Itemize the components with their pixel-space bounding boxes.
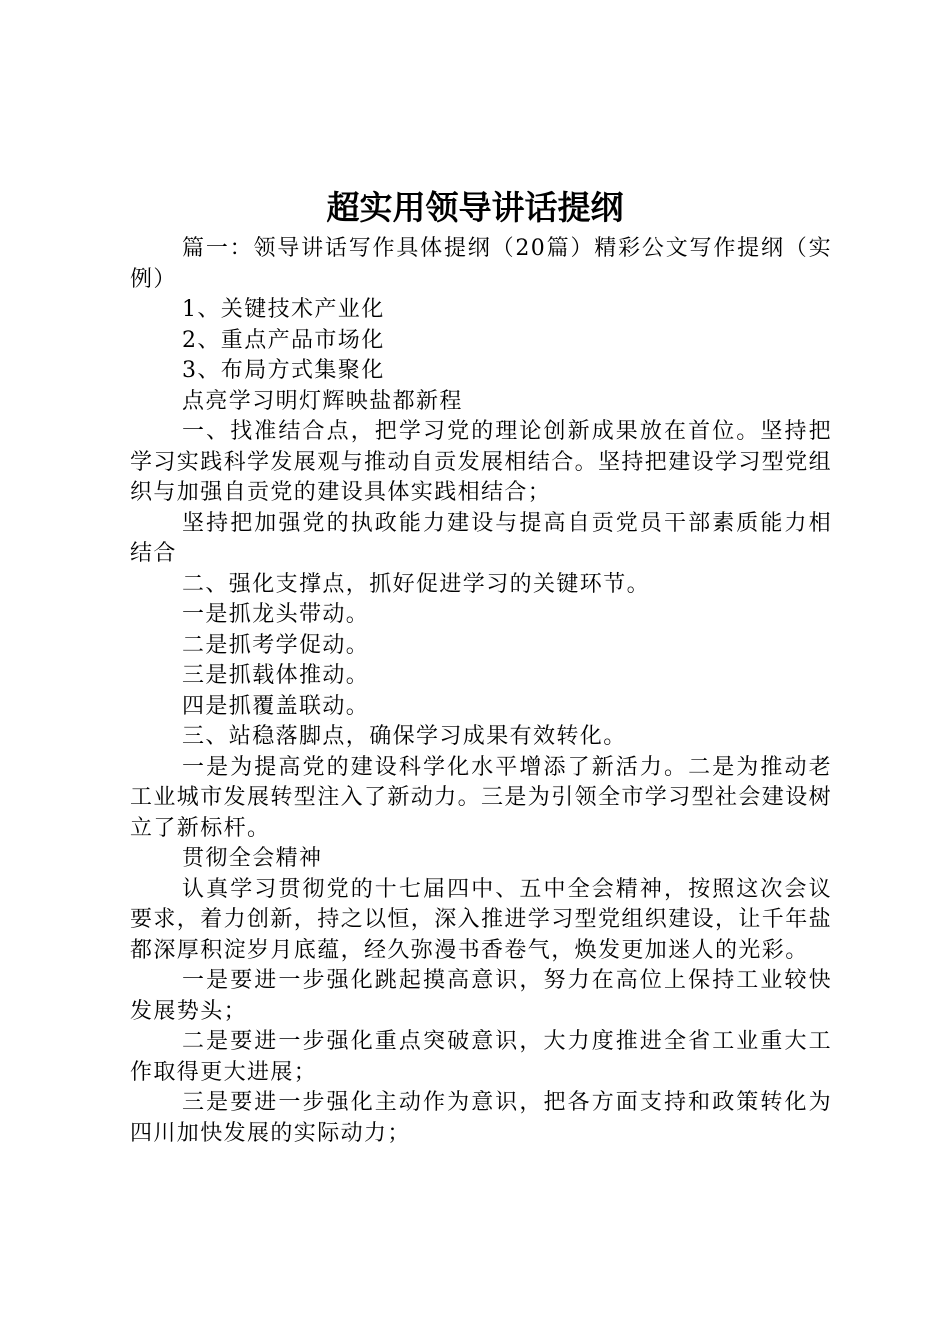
paragraph: 认真学习贯彻党的十七届四中、五中全会精神，按照这次会议要求，着力创新，持之以恒，深入推进学习型党组织建设，让千年盐都深厚积淀岁月底蕴，经久弥漫书香卷气，焕发更加迷人的光彩。 [130, 876, 833, 963]
paragraph: 一是要进一步强化跳起摸高意识，努力在高位上保持工业较快发展势头； [130, 968, 832, 1024]
paragraph: 点亮学习明灯辉映盐都新程 [182, 388, 463, 414]
paragraph: 篇一：领导讲话写作具体提纲（20篇）精彩公文写作提纲（实例） [130, 236, 832, 292]
paragraph: 二是抓考学促动。 [182, 632, 370, 658]
paragraph: 二、强化支撑点，抓好促进学习的关键环节。 [182, 571, 651, 597]
paragraph: 1、关键技术产业化 [182, 297, 385, 322]
paragraph: 三是抓载体推动。 [182, 663, 370, 688]
paragraph: 贯彻全会精神 [182, 846, 323, 871]
paragraph: 一是抓龙头带动。 [182, 602, 370, 627]
paragraph: 坚持把加强党的执政能力建设与提高自贡党员干部素质能力相结合 [130, 510, 832, 566]
paragraph: 2、重点产品市场化 [182, 327, 385, 353]
paragraph: 3、布局方式集聚化 [182, 358, 385, 383]
paragraph: 二是要进一步强化重点突破意识，大力度推进全省工业重大工作取得更大进展； [130, 1029, 832, 1085]
paragraph: 三、站稳落脚点，确保学习成果有效转化。 [182, 724, 627, 749]
paragraph: 三是要进一步强化主动作为意识，把各方面支持和政策转化为四川加快发展的实际动力； [130, 1090, 832, 1146]
document-body [130, 234, 832, 1149]
document-title: 超实用领导讲话提纲 [326, 188, 624, 227]
paragraph: 四是抓覆盖联动。 [182, 693, 370, 719]
paragraph: 一是为提高党的建设科学化水平增添了新活力。二是为推动老工业城市发展转型注入了新动力。三是为引领全市学习型社会建设树立了新标杆。 [130, 754, 833, 841]
paragraph: 一、找准结合点，把学习党的理论创新成果放在首位。坚持把学习实践科学发展观与推动自贡发展相结合。坚持把建设学习型党组织与加强自贡党的建设具体实践相结合； [130, 419, 833, 505]
